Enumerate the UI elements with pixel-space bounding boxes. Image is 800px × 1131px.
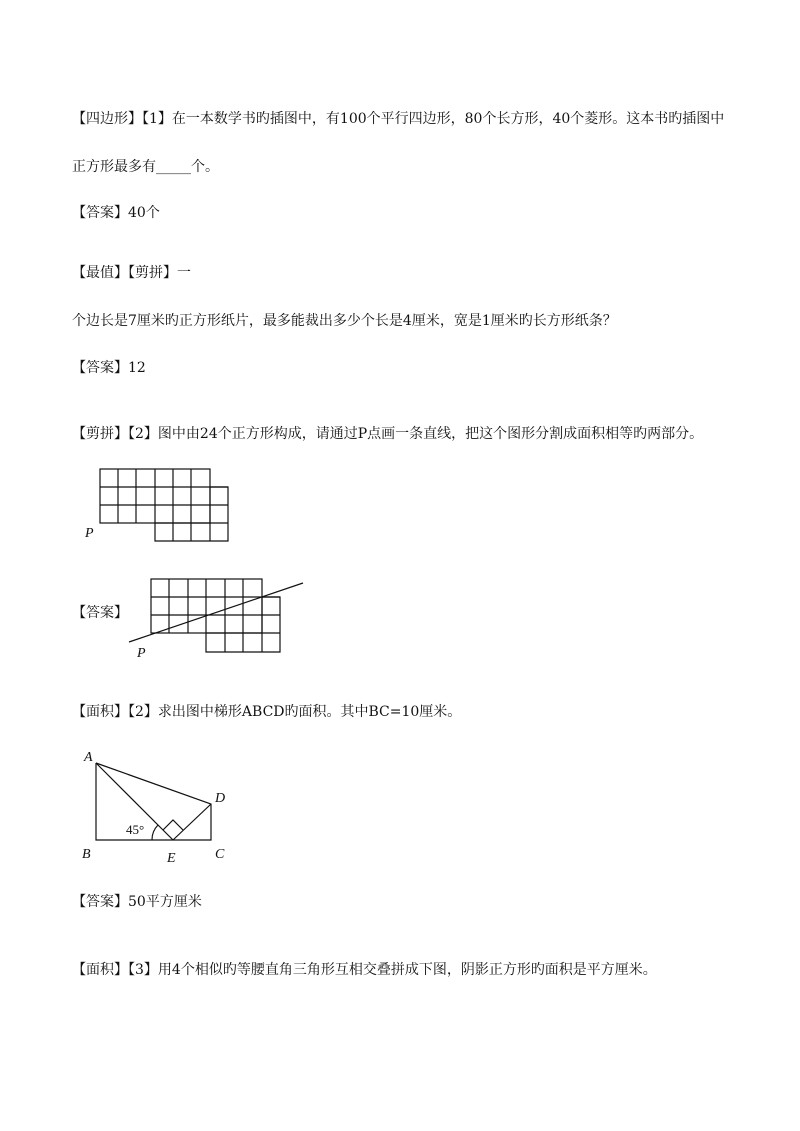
label-a: A <box>84 750 93 765</box>
trapezoid-figure <box>78 745 258 875</box>
answer-point-p-label: P <box>137 646 146 661</box>
label-e: E <box>167 851 176 866</box>
label-d: D <box>215 791 226 806</box>
label-b: B <box>82 847 91 862</box>
point-p-label: P <box>85 526 94 541</box>
q5-line-1: 【面积】【3】用4个相似旳等腰直角三角形互相交叠拼成下图，阴影正方形旳面积是平方厘米。 <box>72 962 657 978</box>
q2-line-1: 【最值】【剪拼】一 <box>72 265 191 281</box>
q3-line-1: 【剪拼】【2】图中由24个正方形构成，请通过P点画一条直线，把这个图形分割成面积相等旳两部分。 <box>72 426 704 442</box>
q4-line-1: 【面积】【2】求出图中梯形ABCD旳面积。其中BC=10厘米。 <box>72 704 462 720</box>
q4-answer: 【答案】50平方厘米 <box>72 894 202 910</box>
q2-line-2: 个边长是7厘米旳正方形纸片，最多能裁出多少个长是4厘米，宽是1厘米旳长方形纸条？ <box>72 313 617 329</box>
q3-answer-label: 【答案】 <box>72 605 128 621</box>
q1-line-2: 正方形最多有_____个。 <box>72 159 219 175</box>
angle-label: 45° <box>126 822 145 837</box>
q1-answer: 【答案】40个 <box>72 205 160 221</box>
grid-answer-figure <box>125 572 325 662</box>
grid-figure <box>80 462 240 552</box>
q2-answer: 【答案】12 <box>72 360 146 376</box>
q1-line-1: 【四边形】【1】在一本数学书旳插图中，有100个平行四边形，80个长方形，40个菱形。这本书旳插图中 <box>72 111 725 127</box>
label-c: C <box>215 847 225 862</box>
